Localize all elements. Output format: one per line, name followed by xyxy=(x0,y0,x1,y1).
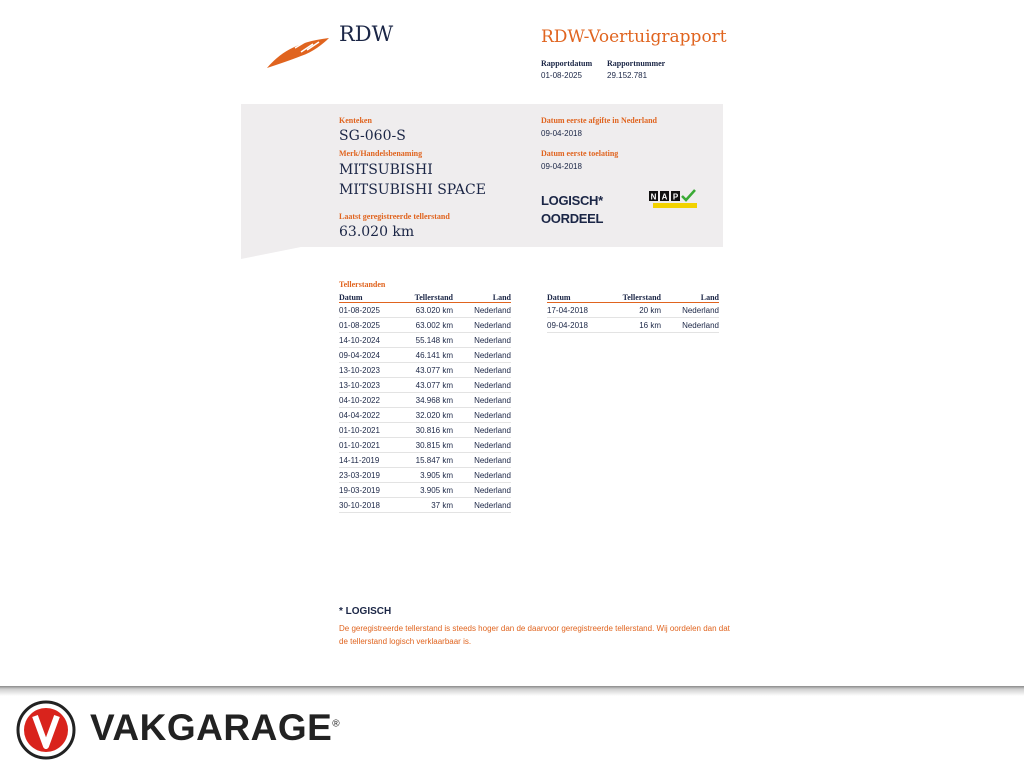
cell-date: 09-04-2018 xyxy=(547,318,605,333)
col-header-km: Tellerstand xyxy=(397,292,453,303)
make-label: Merk/Handelsbenaming xyxy=(339,149,423,158)
cell-date: 04-04-2022 xyxy=(339,408,397,423)
cell-km: 34.968 km xyxy=(397,393,453,408)
col-header-country: Land xyxy=(453,292,511,303)
odometer-table-caption: Tellerstanden xyxy=(339,280,386,289)
vakgarage-logo-icon xyxy=(16,700,76,760)
cell-date: 01-08-2025 xyxy=(339,303,397,318)
cell-km: 46.141 km xyxy=(397,348,453,363)
summary-panel xyxy=(241,104,723,247)
cell-country: Nederland xyxy=(453,363,511,378)
cell-country: Nederland xyxy=(453,483,511,498)
cell-date: 13-10-2023 xyxy=(339,363,397,378)
cell-date: 04-10-2022 xyxy=(339,393,397,408)
svg-text:A: A xyxy=(661,192,668,202)
footnote-title: * LOGISCH xyxy=(339,606,392,617)
first-issue-label: Datum eerste afgifte in Nederland xyxy=(541,116,657,125)
table-row xyxy=(339,363,511,378)
model-value: MITSUBISHI SPACE xyxy=(339,182,486,198)
cell-date: 01-10-2021 xyxy=(339,423,397,438)
table-row xyxy=(547,318,719,333)
cell-km: 15.847 km xyxy=(397,453,453,468)
table-header-row xyxy=(547,292,719,303)
cell-km: 63.020 km xyxy=(397,303,453,318)
verdict-line-1: LOGISCH* xyxy=(541,193,603,208)
odometer-value: 63.020 km xyxy=(339,224,415,240)
table-row xyxy=(339,438,511,453)
cell-km: 63.002 km xyxy=(397,318,453,333)
cell-km: 43.077 km xyxy=(397,378,453,393)
cell-country: Nederland xyxy=(453,423,511,438)
rdw-logo-icon xyxy=(265,34,331,70)
cell-km: 3.905 km xyxy=(397,483,453,498)
odometer-table-right xyxy=(547,292,719,333)
cell-country: Nederland xyxy=(453,468,511,483)
cell-country: Nederland xyxy=(661,303,719,318)
plate-label: Kenteken xyxy=(339,116,372,125)
table-row xyxy=(339,423,511,438)
table-row xyxy=(339,333,511,348)
cell-country: Nederland xyxy=(453,438,511,453)
table-row xyxy=(339,408,511,423)
svg-text:P: P xyxy=(672,192,679,202)
first-issue-value: 09-04-2018 xyxy=(541,129,582,138)
plate-value: SG-060-S xyxy=(339,128,406,144)
col-header-date: Datum xyxy=(339,292,397,303)
verdict-line-2: OORDEEL xyxy=(541,211,604,226)
verdict xyxy=(541,192,603,228)
table-row xyxy=(339,318,511,333)
cell-km: 30.815 km xyxy=(397,438,453,453)
svg-text:N: N xyxy=(650,192,657,202)
first-admission-label: Datum eerste toelating xyxy=(541,149,619,158)
registered-mark: ® xyxy=(332,718,341,730)
table-row xyxy=(339,498,511,513)
vakgarage-name xyxy=(90,707,340,749)
report-date-value: 01-08-2025 xyxy=(541,71,582,80)
report-title: RDW-Voertuigrapport xyxy=(541,27,727,47)
cell-country: Nederland xyxy=(453,333,511,348)
col-header-country: Land xyxy=(661,292,719,303)
table-row xyxy=(339,453,511,468)
col-header-km: Tellerstand xyxy=(605,292,661,303)
table-row xyxy=(339,378,511,393)
cell-date: 09-04-2024 xyxy=(339,348,397,363)
odometer-table-left xyxy=(339,292,511,513)
cell-date: 30-10-2018 xyxy=(339,498,397,513)
table-row xyxy=(339,348,511,363)
cell-km: 32.020 km xyxy=(397,408,453,423)
make-value: MITSUBISHI xyxy=(339,162,433,178)
cell-date: 14-11-2019 xyxy=(339,453,397,468)
cell-km: 30.816 km xyxy=(397,423,453,438)
cell-country: Nederland xyxy=(453,348,511,363)
report-number-value: 29.152.781 xyxy=(607,71,648,80)
brand-name: RDW xyxy=(339,22,394,46)
col-header-date: Datum xyxy=(547,292,605,303)
cell-date: 01-08-2025 xyxy=(339,318,397,333)
cell-country: Nederland xyxy=(453,318,511,333)
cell-date: 23-03-2019 xyxy=(339,468,397,483)
cell-country: Nederland xyxy=(453,393,511,408)
vakgarage-brand: VAKGARAGE xyxy=(90,707,333,748)
cell-country: Nederland xyxy=(453,378,511,393)
table-row xyxy=(339,483,511,498)
table-row xyxy=(547,303,719,318)
cell-km: 16 km xyxy=(605,318,661,333)
cell-country: Nederland xyxy=(453,453,511,468)
table-row xyxy=(339,393,511,408)
cell-date: 14-10-2024 xyxy=(339,333,397,348)
cell-km: 3.905 km xyxy=(397,468,453,483)
summary-panel-tab xyxy=(241,247,301,259)
report-date-label: Rapportdatum xyxy=(541,59,593,68)
cell-km: 55.148 km xyxy=(397,333,453,348)
cell-date: 01-10-2021 xyxy=(339,438,397,453)
table-row xyxy=(339,303,511,318)
cell-km: 20 km xyxy=(605,303,661,318)
table-row xyxy=(339,468,511,483)
cell-country: Nederland xyxy=(453,498,511,513)
cell-country: Nederland xyxy=(661,318,719,333)
cell-date: 17-04-2018 xyxy=(547,303,605,318)
table-header-row xyxy=(339,292,511,303)
cell-country: Nederland xyxy=(453,408,511,423)
report-number-label: Rapportnummer xyxy=(607,59,666,68)
cell-date: 13-10-2023 xyxy=(339,378,397,393)
cell-km: 37 km xyxy=(397,498,453,513)
cell-country: Nederland xyxy=(453,303,511,318)
cell-date: 19-03-2019 xyxy=(339,483,397,498)
first-admission-value: 09-04-2018 xyxy=(541,162,582,171)
footnote-text: De geregistreerde tellerstand is steeds hoger dan de daarvoor geregistreerde tellerstand. Wij oordelen dan dat de tellerstand logisch verklaarbaar is. xyxy=(339,624,730,646)
odometer-label: Laatst geregistreerde tellerstand xyxy=(339,212,450,221)
cell-km: 43.077 km xyxy=(397,363,453,378)
nap-badge-icon xyxy=(649,189,697,209)
